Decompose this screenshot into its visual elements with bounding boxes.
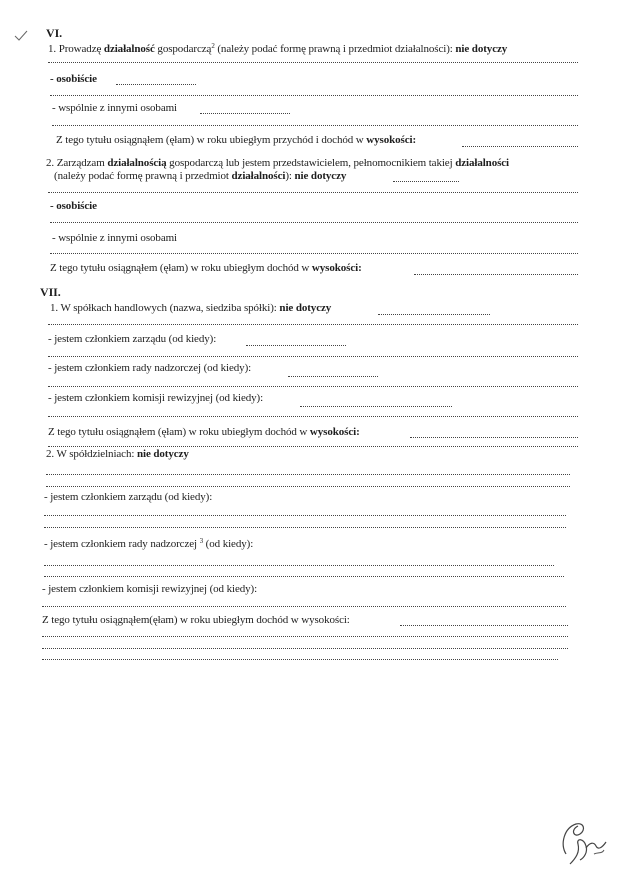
- fill-line: [48, 416, 578, 417]
- fill-line: [46, 486, 570, 487]
- supervisory-board-row: - jestem członkiem rady nadzorczej (od kiedy):: [48, 362, 252, 374]
- section-vi-item2-line1: 2. Zarządzam działalnością gospodarczą lub jestem przedstawicielem, pełnomocnikiem takiej działalności: [46, 157, 510, 169]
- fill-line: [400, 625, 568, 626]
- personal-row: - osobiście: [50, 200, 97, 212]
- fill-line: [44, 565, 554, 566]
- fill-line: [48, 192, 578, 193]
- fill-line: [50, 222, 578, 223]
- section-vi-item2-line2: (należy podać formę prawną i przedmiot działalności): nie dotyczy: [54, 170, 347, 182]
- jointly-row: - wspólnie z innymi osobami: [52, 102, 178, 114]
- section-vii-heading: VII.: [40, 285, 61, 299]
- audit-committee-row: - jestem członkiem komisji rewizyjnej (od kiedy):: [42, 583, 258, 595]
- fill-line: [52, 125, 578, 126]
- fill-line: [44, 527, 566, 528]
- fill-line: [48, 62, 578, 63]
- fill-line: [300, 406, 452, 407]
- fill-line: [246, 345, 346, 346]
- personal-row: - osobiście: [50, 73, 97, 85]
- fill-line: [462, 146, 578, 147]
- fill-line: [48, 324, 578, 325]
- fill-line: [44, 515, 566, 516]
- income-row: Z tego tytułu osiągnąłem (ęłam) w roku ubiegłym dochód w wysokości:: [48, 426, 360, 438]
- fill-line: [48, 446, 578, 447]
- income-row: Z tego tytułu osiągnąłem (ęłam) w roku ubiegłym dochód w wysokości:: [50, 262, 362, 274]
- section-vii-item1-line: 1. W spółkach handlowych (nazwa, siedziba spółki): nie dotyczy: [50, 302, 332, 314]
- fill-line: [393, 181, 459, 182]
- audit-committee-row: - jestem członkiem komisji rewizyjnej (od kiedy):: [48, 392, 264, 404]
- fill-line: [410, 437, 578, 438]
- answer-not-applicable: nie dotyczy: [136, 448, 189, 460]
- income-row: Z tego tytułu osiągnąłem(ęłam) w roku ubiegłym dochód w wysokości:: [42, 614, 350, 626]
- fill-line: [414, 274, 578, 275]
- board-member-row: - jestem członkiem zarządu (od kiedy):: [48, 333, 217, 345]
- answer-not-applicable: nie dotyczy: [294, 170, 347, 182]
- section-vii-item2-line: 2. W spółdzielniach: nie dotyczy: [46, 448, 189, 460]
- income-row: Z tego tytułu osiągnąłem (ęłam) w roku ubiegłym przychód i dochód w wysokości:: [56, 134, 417, 146]
- handwritten-initials-signature: [556, 814, 614, 870]
- section-vi-item1-line: 1. Prowadzę działalność gospodarczą$^2$ (należy podać formę prawną i przedmiot działalności): nie dotyczy: [48, 42, 508, 55]
- answer-not-applicable: nie dotyczy: [455, 43, 508, 55]
- fill-line: [48, 356, 578, 357]
- fill-line: [44, 576, 564, 577]
- check-mark-icon: [14, 30, 28, 42]
- fill-line: [42, 606, 566, 607]
- fill-line: [200, 113, 290, 114]
- fill-line: [48, 386, 578, 387]
- answer-not-applicable: nie dotyczy: [279, 302, 332, 314]
- fill-line: [116, 84, 196, 85]
- fill-line: [42, 636, 568, 637]
- fill-line: [42, 659, 558, 660]
- fill-line: [46, 474, 570, 475]
- board-member-row: - jestem członkiem zarządu (od kiedy):: [44, 491, 213, 503]
- fill-line: [50, 95, 578, 96]
- fill-line: [288, 376, 378, 377]
- section-vi-heading: VI.: [46, 26, 63, 40]
- fill-line: [42, 648, 568, 649]
- supervisory-board-row: - jestem członkiem rady nadzorczej $^3$ (od kiedy):: [44, 537, 254, 550]
- jointly-row: - wspólnie z innymi osobami: [52, 232, 178, 244]
- fill-line: [50, 253, 578, 254]
- fill-line: [378, 314, 490, 315]
